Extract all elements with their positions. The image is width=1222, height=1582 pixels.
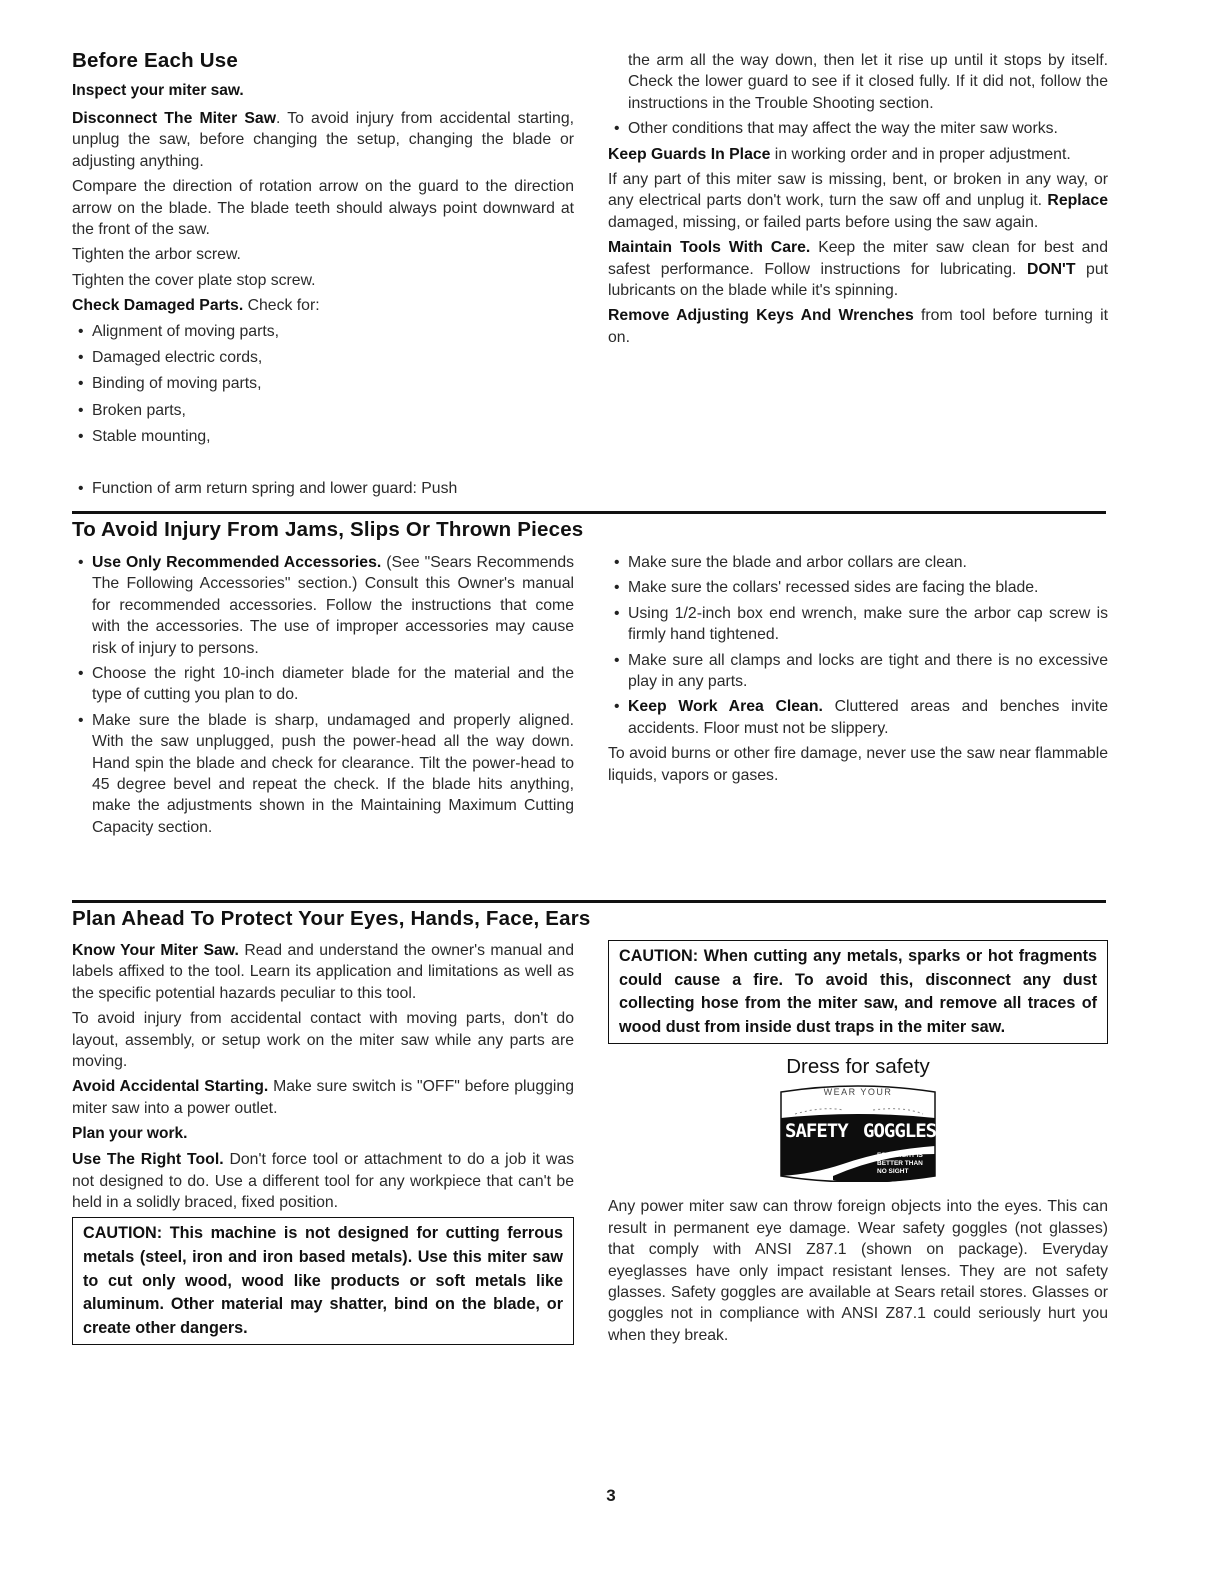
replace-label: Replace <box>1047 192 1108 210</box>
right-tool-paragraph <box>72 1149 574 1213</box>
section-title-before-each-use: Before Each Use <box>72 49 238 72</box>
accessories-item <box>72 552 574 659</box>
burns-paragraph: To avoid burns or other fire damage, never use the saw near flammable liquids, vapors or gases. <box>608 745 1108 784</box>
maintain-text-2: put lubricants on the blade while it's spinning. <box>608 260 1108 300</box>
guards-paragraph <box>608 144 1108 165</box>
check-item: • Stable mounting, <box>72 426 574 447</box>
disconnect-paragraph <box>72 108 574 172</box>
section-title-jams: To Avoid Injury From Jams, Slips Or Thrown Pieces <box>72 518 584 541</box>
work-area-text: Cluttered areas and benches invite accidents. Floor must not be slippery. <box>628 698 1109 737</box>
guards-label: Keep Guards In Place <box>608 145 771 163</box>
work-area-label: Keep Work Area Clean. <box>628 698 823 716</box>
section-protect-right <box>608 940 1108 1350</box>
caution-ferrous-box: CAUTION: This machine is not designed for cutting ferrous metals (steel, iron and iron based metals). Use this miter saw to cut only wood, wood like products or soft metals like aluminum. Other material may shatter, bind on the blade, or create other dangers. <box>72 1217 574 1345</box>
check-damaged-label: Check Damaged Parts. <box>72 297 244 315</box>
collars-clean-item: • Make sure the blade and arbor collars are clean. <box>608 552 1108 573</box>
contact-paragraph: To avoid injury from accidental contact with moving parts, don't do layout, assembly, or setup work on the miter saw while any parts are moving. <box>72 1010 574 1071</box>
dont-label: DON'T <box>1026 260 1076 278</box>
check-damaged-text: Check for: <box>243 297 320 315</box>
check-item: • Broken parts, <box>72 400 574 421</box>
choose-blade-item: • Choose the right 10-inch diameter blade for the material and the type of cutting you plan to do. <box>72 663 574 706</box>
caution-metals-box: CAUTION: When cutting any metals, sparks or hot fragments could cause a fire. To avoid this, disconnect any dust collecting hose from the miter saw, and remove all traces of wood dust from inside dust traps in the miter saw. <box>608 940 1108 1044</box>
maintain-paragraph <box>608 237 1108 301</box>
page-number: 3 <box>606 1486 616 1505</box>
blade-sharp-item: • Make sure the blade is sharp, undamaged and properly aligned. With the saw unplugged, push the power-head all the way down. Hand spin the blade and check for clearance. Tilt the power-head to 45 degree bevel and repeat the check. If the blade hits anything, make the adjustments shown in the Maintaining Maximum Cutting Capacity section. <box>72 710 574 838</box>
remove-keys-paragraph <box>608 305 1108 348</box>
work-area-item <box>608 696 1108 739</box>
section-jams-left <box>72 552 574 842</box>
know-saw-paragraph <box>72 940 574 1004</box>
section-before-each-use-left <box>72 48 574 453</box>
goggles-tag-3: NO SIGHT <box>877 1168 909 1176</box>
dress-for-safety-title: Dress for safety <box>786 1055 930 1079</box>
compare-paragraph: Compare the direction of rotation arrow on the guard to the direction arrow on the blade. The blade teeth should always point downward at the front of the saw. <box>72 178 574 239</box>
section-before-each-use-right <box>608 50 1108 352</box>
avoid-starting-label: Avoid Accidental Starting. <box>72 1078 269 1096</box>
section-divider <box>72 511 1106 514</box>
goggles-tagline <box>877 1152 923 1176</box>
check-list <box>72 321 574 448</box>
remove-keys-label: Remove Adjusting Keys And Wrenches <box>608 307 914 325</box>
jams-list-right <box>608 552 1108 739</box>
section-protect-left <box>72 940 574 1345</box>
know-saw-label: Know Your Miter Saw. <box>72 942 239 959</box>
know-saw-text: Read and understand the owner's manual and labels affixed to the tool. Learn its application and limitations as well as the specific potential hazards peculiar to this tool. <box>72 942 574 1002</box>
safety-goggles-logo <box>773 1084 943 1182</box>
goggles-top-text: WEAR YOUR <box>823 1087 893 1098</box>
check-item: • Alignment of moving parts, <box>72 321 574 342</box>
goggles-tag-2: BETTER THAN <box>877 1160 923 1168</box>
disconnect-label: Disconnect The Miter Saw <box>72 110 276 127</box>
clamps-item: • Make sure all clamps and locks are tight and there is no excessive play in any parts. <box>608 650 1108 693</box>
broken-text-2: damaged, missing, or failed parts before using the saw again. <box>608 213 1039 231</box>
plan-work-heading: Plan your work. <box>72 1125 188 1143</box>
disconnect-text: . To avoid injury from accidental starting, unplug the saw, before changing the setup, changing the blade or adjusting anything. <box>72 110 574 170</box>
eyes-paragraph: Any power miter saw can throw foreign objects into the eyes. This can result in permanent eye damage. Wear safety goggles (not glasses) that comply with ANSI Z87.1 (shown on package). Everyday eyeglasses have only impact resistant lenses. They are not safety glasses. Safety goggles are available at Sears retail stores. Glasses or goggles not in compliance with ANSI Z87.1 could seriously hurt you when they break. <box>608 1198 1108 1344</box>
broken-parts-paragraph <box>608 169 1108 233</box>
avoid-starting-text: Make sure switch is "OFF" before plugging miter saw into a power outlet. <box>72 1078 574 1117</box>
goggles-tag-1: FORESIGHT IS <box>877 1152 923 1160</box>
goggles-main-left: SAFETY <box>785 1120 848 1143</box>
tighten-arbor-paragraph: Tighten the arbor screw. <box>72 246 241 264</box>
accessories-label: Use Only Recommended Accessories. <box>92 554 382 571</box>
inspect-heading: Inspect your miter saw. <box>72 82 244 99</box>
broken-text-1: If any part of this miter saw is missing, bent, or broken in any way, or any electrical parts don't work, turn the saw off and unplug it. <box>608 171 1108 210</box>
guards-text: in working order and in proper adjustment. <box>770 145 1071 163</box>
jams-list-left <box>72 552 574 838</box>
maintain-text-1: Keep the miter saw clean for best and safest performance. Follow instructions for lubricating. <box>608 239 1108 278</box>
tighten-cover-paragraph: Tighten the cover plate stop screw. <box>72 271 316 289</box>
avoid-starting-paragraph <box>72 1076 574 1119</box>
check-damaged-paragraph <box>72 295 574 316</box>
wrench-item: • Using 1/2-inch box end wrench, make sure the arbor cap screw is firmly hand tightened. <box>608 603 1108 646</box>
arm-return-continuation: the arm all the way down, then let it rise up until it stops by itself. Check the lower guard to see if it closed fully. If it did not, follow the instructions in the Trouble Shooting section. <box>628 52 1108 112</box>
arm-return-list <box>72 478 574 500</box>
accessories-text: (See "Sears Recommends The Following Accessories" section.) Consult this Owner's manual for recommended accessories. Follow the instructions that come with the accessories. The use of improper accessories may cause risk of injury to persons. <box>92 554 574 657</box>
goggles-main-right: GOGGLES <box>863 1120 937 1143</box>
check-item: • Binding of moving parts, <box>72 373 574 394</box>
maintain-label: Maintain Tools With Care. <box>608 239 811 257</box>
right-tool-label: Use The Right Tool. <box>72 1151 224 1169</box>
other-conditions-list <box>608 118 1108 139</box>
remove-keys-text: from tool before turning it on. <box>608 307 1109 346</box>
arm-return-item-wrapper <box>72 478 574 504</box>
collars-recessed-item: • Make sure the collars' recessed sides are facing the blade. <box>608 577 1108 598</box>
section-title-protect: Plan Ahead To Protect Your Eyes, Hands, Face, Ears <box>72 907 591 930</box>
right-tool-text: Don't force tool or attachment to do a job it was not designed to do. Use a different tool for any workpiece that can't be held in a solidly braced, fixed position. <box>72 1151 574 1212</box>
section-jams-right <box>608 552 1108 790</box>
check-item-arm-return <box>72 478 574 500</box>
check-item: • Other conditions that may affect the way the miter saw works. <box>608 118 1108 139</box>
check-item: • Damaged electric cords, <box>72 347 574 368</box>
section-divider <box>72 900 1106 903</box>
arm-return-text: Function of arm return spring and lower guard: Push <box>92 480 458 497</box>
